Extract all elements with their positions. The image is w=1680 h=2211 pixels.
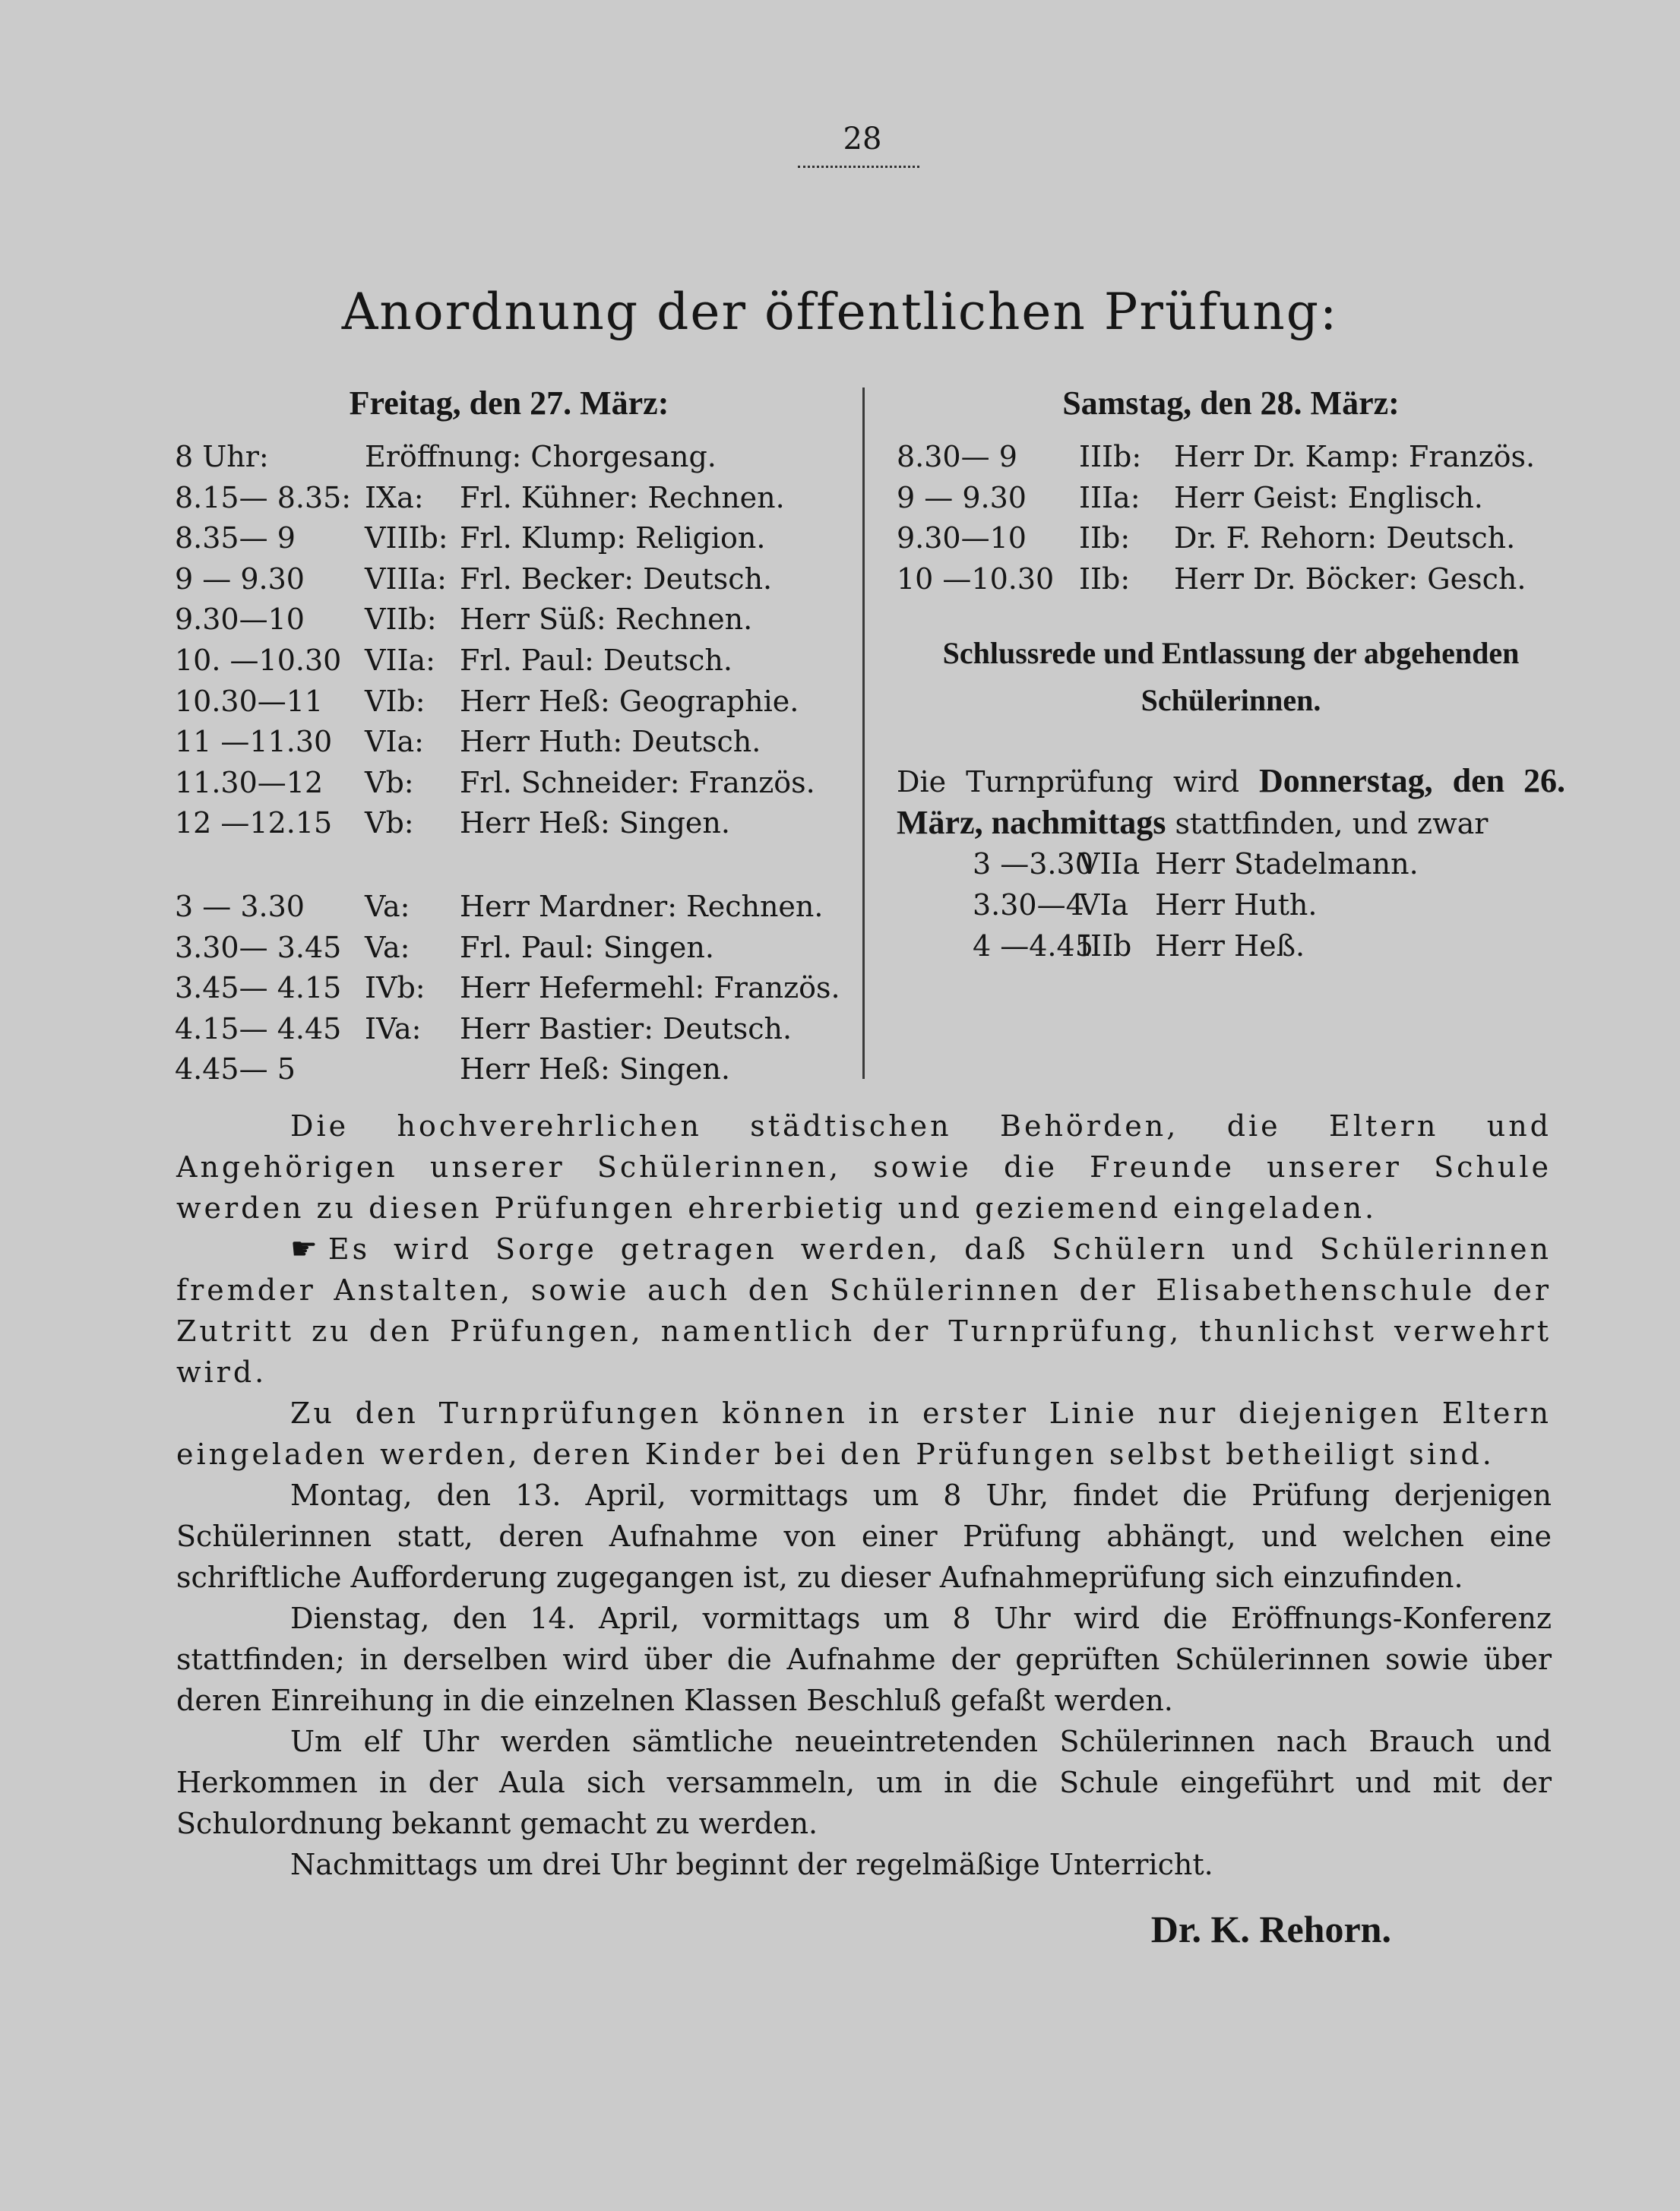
row-class: Va: [365, 930, 410, 964]
row-desc: Herr Huth: Deutsch. [460, 725, 761, 759]
paragraph-opening-conference: Dienstag, den 14. April, vormittags um 8 Uhr wird die Eröffnungs-Konferenz stattfinden; in derselben wird über die Aufnahme der geprüften Schülerinnen sowie über deren Einreihung in die einzelnen Klassen Beschluß gefaßt werden. [176, 1602, 1552, 1717]
schedule-row [175, 1049, 843, 1090]
announcement-text [176, 1106, 1552, 1885]
signature: Dr. K. Rehorn. [1150, 1908, 1391, 1950]
schedule-row [175, 559, 843, 600]
schedule-row [175, 518, 843, 559]
row-class: IIb: [1079, 561, 1131, 596]
row-desc: Herr Dr. Böcker: Gesch. [1174, 561, 1527, 596]
schedule-row [175, 599, 843, 641]
schedule-row [175, 478, 843, 519]
row-time: 4 —4.45 [973, 928, 1093, 963]
row-time: 10. —10.30 [175, 643, 342, 677]
row-time: 10.30—11 [175, 684, 324, 718]
row-class: IVb: [365, 971, 426, 1005]
row-desc: Frl. Klump: Religion. [460, 521, 766, 555]
row-class: IIb: [1079, 521, 1131, 555]
row-desc: Frl. Schneider: Französ. [460, 765, 815, 799]
row-time: 9.30—10 [175, 603, 305, 637]
row-time: 3 — 3.30 [175, 889, 305, 923]
row-desc: Herr Hefermehl: Französ. [460, 971, 840, 1005]
gym-schedule [973, 844, 1565, 966]
row-time: 11 —11.30 [175, 725, 333, 759]
row-time: 9.30—10 [897, 521, 1027, 555]
schedule-row [175, 722, 843, 763]
row-desc: Herr Huth. [1155, 887, 1318, 922]
row-desc: Frl. Paul: Singen. [460, 930, 714, 964]
row-class [365, 1049, 460, 1090]
gym-date: den 26. März, nachmittags [897, 762, 1565, 842]
row-class: VIIa [1079, 847, 1141, 881]
paragraph-lessons-start: Nachmittags um drei Uhr beginnt der regelmäßige Unterricht. [290, 1848, 1213, 1881]
row-class: IIIb [1079, 928, 1132, 963]
gym-exam-note [897, 761, 1565, 844]
row-time: 3 —3.30 [973, 847, 1093, 881]
schedule-row [175, 682, 843, 723]
row-time: 8.30— 9 [897, 440, 1017, 473]
row-time: 8 Uhr: [175, 440, 269, 473]
page-title: Anordnung der öffentlichen Prüfung: [341, 283, 1339, 341]
row-time: 12 —12.15 [175, 806, 333, 840]
row-time: 4.15— 4.45 [175, 1011, 342, 1045]
schedule-row [897, 437, 1565, 478]
row-desc: Herr Heß: Singen. [460, 806, 730, 840]
row-class: VIa [1079, 887, 1129, 922]
schedule-row [175, 437, 843, 478]
row-class: IXa: [365, 480, 424, 514]
row-time: 3.45— 4.15 [175, 971, 342, 1005]
row-time: 3.30— 3.45 [175, 930, 342, 964]
gym-day: Donnerstag, [1259, 762, 1433, 800]
row-time: 8.15— 8.35: [175, 480, 352, 514]
row-time: 4.45— 5 [175, 1052, 296, 1087]
row-class: VIa: [365, 725, 424, 759]
row-time: 9 — 9.30 [175, 561, 305, 596]
row-class: Vb: [365, 765, 414, 799]
row-desc: Herr Heß. [1155, 928, 1305, 963]
row-desc: Herr Süß: Rechnen. [460, 603, 753, 637]
row-desc: Herr Heß: Singen. [460, 1052, 730, 1087]
row-time: 3.30—4 [973, 887, 1084, 922]
row-desc: Herr Mardner: Rechnen. [460, 889, 824, 923]
row-class: VIIIa: [365, 561, 447, 596]
schedule-row [175, 968, 843, 1009]
row-time: 8.35— 9 [175, 521, 296, 555]
row-desc: Herr Stadelmann. [1155, 847, 1419, 881]
row-desc: Herr Heß: Geographie. [460, 684, 799, 718]
row-desc: Herr Dr. Kamp: Französ. [1174, 440, 1536, 473]
paragraph-entrance-exam: Montag, den 13. April, vormittags um 8 Uhr, findet die Prüfung derjenigen Schülerinnen statt, deren Aufnahme von einer Prüfung abhängt, und welchen eine schriftliche Aufforderung zugegangen ist, zu dieser Aufnahmeprüfung sich einzufinden. [176, 1479, 1552, 1594]
schedule-row [897, 518, 1565, 559]
gym-text-2: stattfinden, und zwar [1175, 807, 1489, 841]
paragraph-assembly: Um elf Uhr werden sämtliche neueintretenden Schülerinnen nach Brauch und Herkommen in der Aula sich versammeln, um in die Schule eingeführt und mit der Schulordnung bekannt gemacht zu werden. [176, 1725, 1552, 1840]
gym-row [973, 926, 1565, 967]
schedule-row [175, 641, 843, 682]
gym-row [973, 844, 1565, 885]
row-class: Va: [365, 889, 410, 923]
closing-ceremony-note: Schlussrede und Entlassung der abgehenden Schülerinnen. [942, 636, 1520, 718]
friday-heading: Freitag, den 27. März: [349, 384, 669, 422]
schedule-row [175, 887, 843, 928]
page-number: 28 [843, 122, 882, 157]
schedule-row [175, 928, 843, 969]
row-time: 10 —10.30 [897, 561, 1055, 596]
row-desc: Herr Geist: Englisch. [1174, 480, 1483, 514]
schedule-row [897, 559, 1565, 600]
row-class: VIIIb: [365, 521, 448, 555]
row-class: IIIb: [1079, 440, 1142, 473]
friday-schedule [175, 384, 843, 1090]
row-class: VIIa: [365, 643, 435, 677]
row-class: IVa: [365, 1011, 422, 1045]
schedule-row [175, 803, 843, 844]
column-divider [862, 387, 865, 1079]
saturday-heading: Samstag, den 28. März: [1062, 384, 1400, 422]
pointing-hand-icon: ☛ [290, 1232, 321, 1267]
paragraph-gym-invitation: Zu den Turnprüfungen können in erster Linie nur diejenigen Eltern eingeladen werden, deren Kinder bei den Prüfungen selbst betheiligt sind. [176, 1397, 1552, 1471]
paragraph-invitation: Die hochverehrlichen städtischen Behörden, die Eltern und Angehörigen unserer Schülerinnen, sowie die Freunde unserer Schule werden zu diesen Prüfungen ehrerbietig und geziemend eingeladen. [176, 1109, 1552, 1225]
schedule-row [897, 478, 1565, 519]
row-class: Vb: [365, 806, 414, 840]
paragraph-admission-text: Es wird Sorge getragen werden, daß Schülern und Schülerinnen fremder Anstalten, sowie auch den Schülerinnen der Elisabethenschule der Zutritt zu den Prüfungen, namentlich der Turnprüfung, thunlichst verwehrt wird. [176, 1232, 1552, 1389]
paragraph-admission-notice [176, 1229, 1552, 1393]
row-desc: Frl. Paul: Deutsch. [460, 643, 732, 677]
row-class: VIIb: [365, 603, 437, 637]
schedule-row [175, 763, 843, 804]
saturday-schedule [897, 384, 1565, 966]
gym-row [973, 885, 1565, 926]
row-desc: Frl. Kühner: Rechnen. [460, 480, 785, 514]
gym-text-1: Die Turnprüfung wird [897, 765, 1240, 799]
row-desc: Eröffnung: Chorgesang. [365, 440, 717, 473]
row-desc: Dr. F. Rehorn: Deutsch. [1174, 521, 1516, 555]
row-time: 9 — 9.30 [897, 480, 1027, 514]
row-class: IIIa: [1079, 480, 1141, 514]
row-class: VIb: [365, 684, 426, 718]
row-time: 11.30—12 [175, 765, 324, 799]
row-desc: Frl. Becker: Deutsch. [460, 561, 773, 596]
row-desc: Herr Bastier: Deutsch. [460, 1011, 793, 1045]
schedule-row [175, 1009, 843, 1050]
page-number-ornament [798, 166, 919, 171]
